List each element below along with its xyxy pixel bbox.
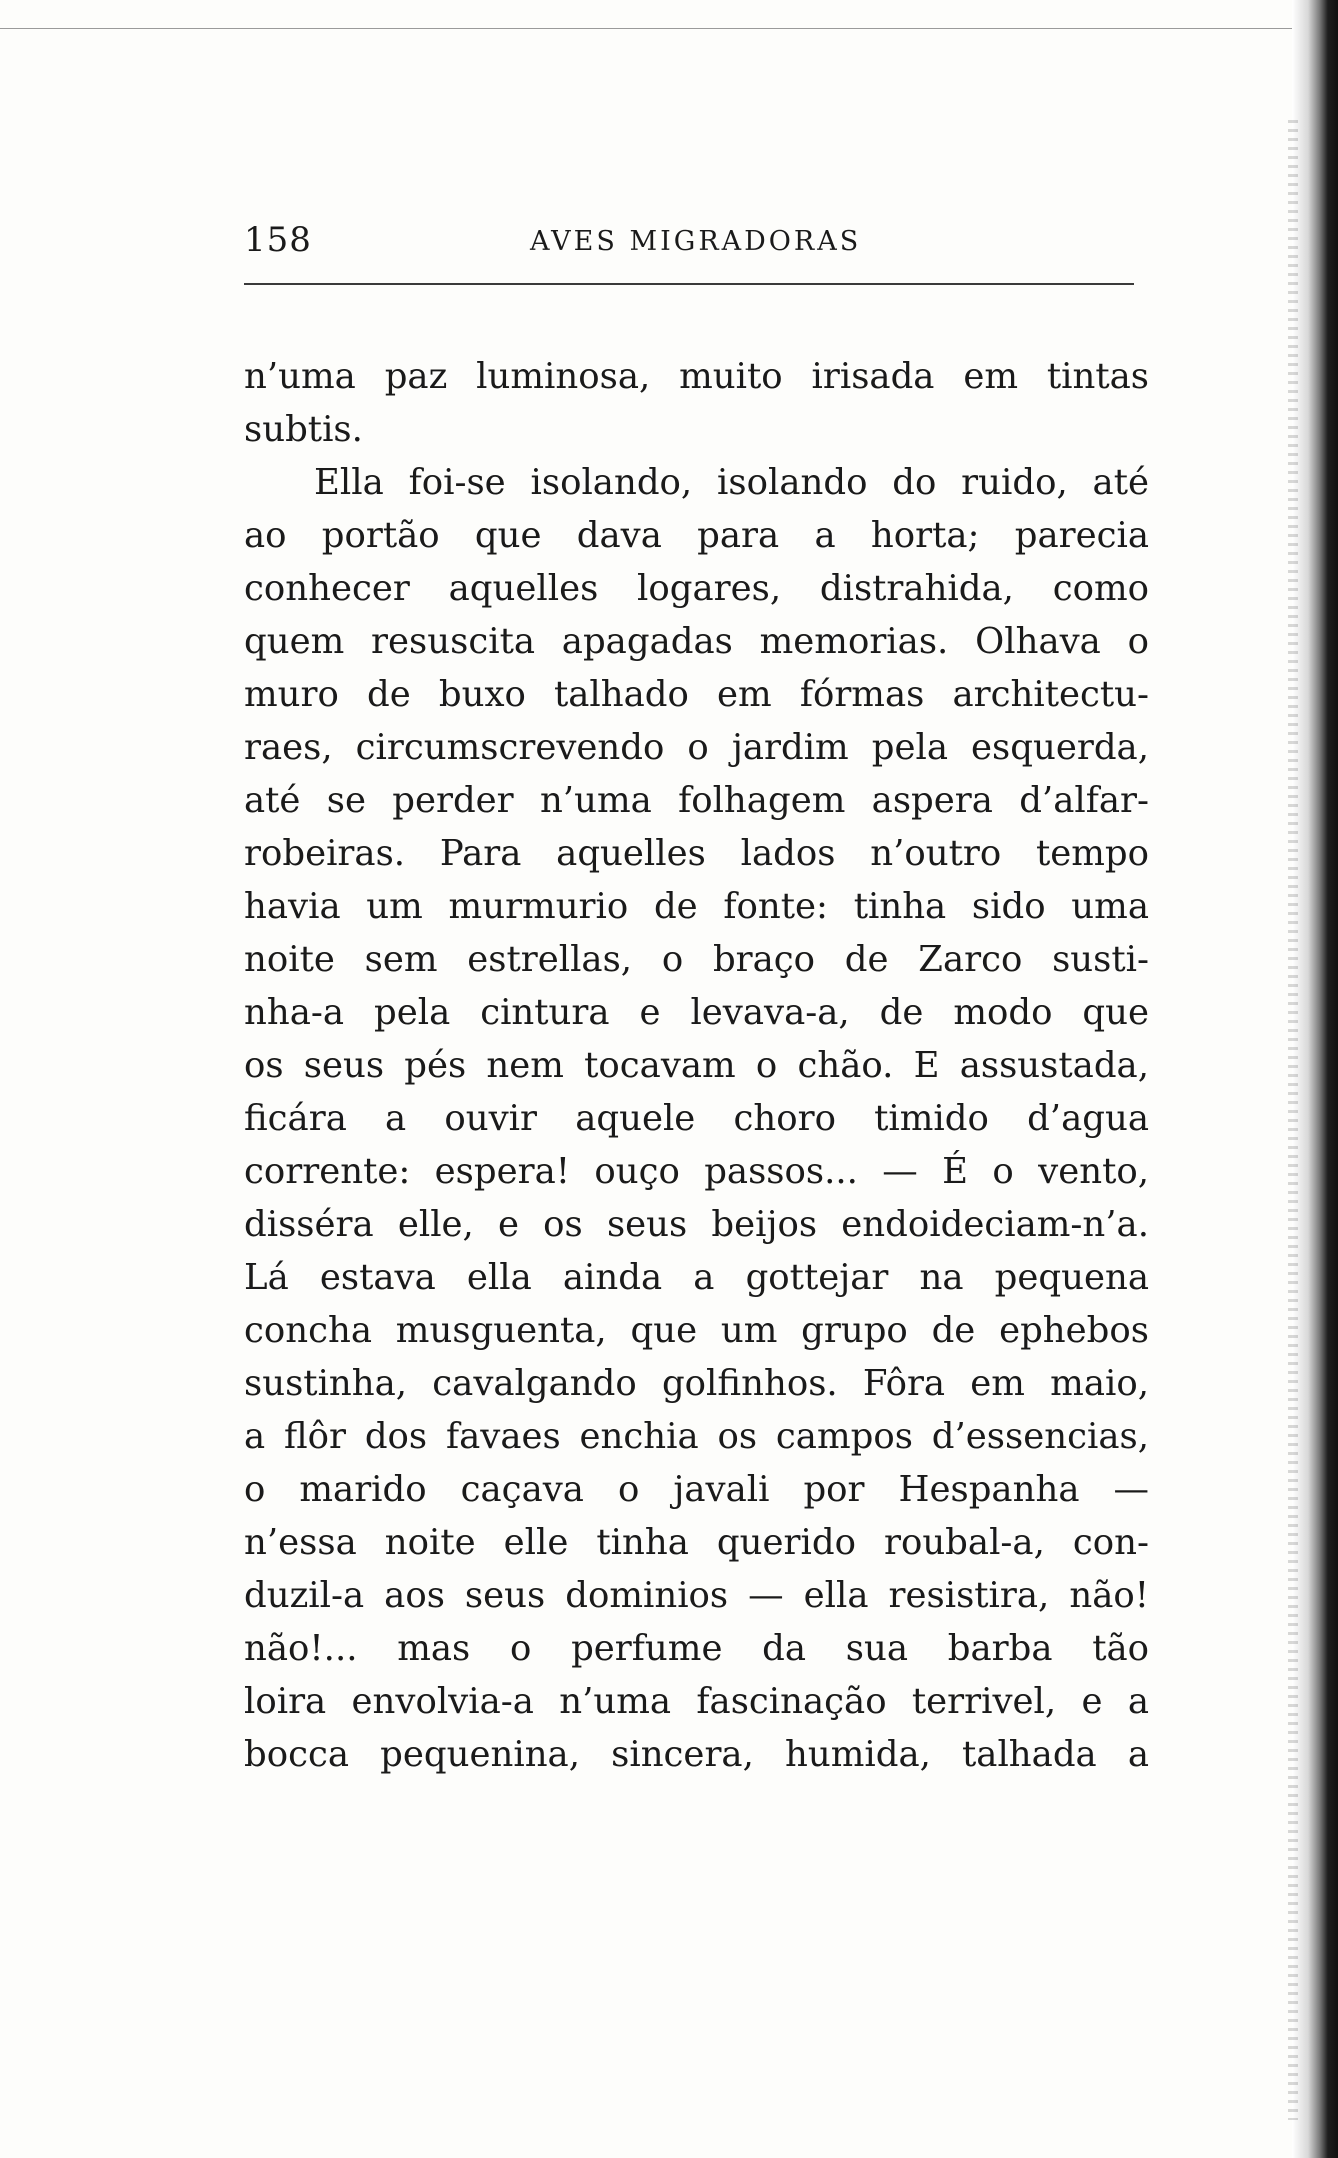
binding-shadow xyxy=(1292,0,1338,2158)
header-rule xyxy=(244,283,1134,285)
text-line: conhecer aquelles logares, distrahida, como xyxy=(244,568,1149,609)
text-line: corrente: espera! ouço passos... — É o vento, xyxy=(244,1151,1149,1192)
text-line: havia um murmurio de fonte: tinha sido uma xyxy=(244,886,1149,927)
text-line: a flôr dos favaes enchia os campos d’essencias, xyxy=(244,1416,1149,1457)
text-line: os seus pés nem tocavam o chão. E assustada, xyxy=(244,1045,1149,1086)
text-line: até se perder n’uma folhagem aspera d’alfar- xyxy=(244,780,1149,821)
page-number: 158 xyxy=(244,220,312,260)
text-line: bocca pequenina, sincera, humida, talhada a xyxy=(244,1734,1149,1775)
text-line: Ella foi-se isolando, isolando do ruido, até xyxy=(314,462,1149,503)
text-line: duzil-a aos seus dominios — ella resistira, não! xyxy=(244,1575,1149,1616)
text-line: não!... mas o perfume da sua barba tão xyxy=(244,1628,1149,1669)
text-line: disséra elle, e os seus beijos endoideciam-n’a. xyxy=(244,1204,1149,1245)
text-line: concha musguenta, que um grupo de ephebos xyxy=(244,1310,1149,1351)
body-text xyxy=(244,350,1149,1781)
text-line: ao portão que dava para a horta; parecia xyxy=(244,515,1149,556)
running-head: AVES MIGRADORAS xyxy=(530,226,862,257)
binding-texture xyxy=(1288,120,1298,2120)
scan-edge-line xyxy=(0,28,1300,29)
page-header xyxy=(244,220,1134,260)
text-line: nha-a pela cintura e levava-a, de modo que xyxy=(244,992,1149,1033)
text-line: n’essa noite elle tinha querido roubal-a, con- xyxy=(244,1522,1149,1563)
text-line: o marido caçava o javali por Hespanha — xyxy=(244,1469,1149,1510)
text-line: loira envolvia-a n’uma fascinação terrivel, e a xyxy=(244,1681,1149,1722)
text-line: ficára a ouvir aquele choro timido d’agua xyxy=(244,1098,1149,1139)
text-line: subtis. xyxy=(244,409,363,450)
text-line: noite sem estrellas, o braço de Zarco susti- xyxy=(244,939,1149,980)
text-line: muro de buxo talhado em fórmas architectu- xyxy=(244,674,1149,715)
text-line: sustinha, cavalgando golfinhos. Fôra em maio, xyxy=(244,1363,1149,1404)
text-line: quem resuscita apagadas memorias. Olhava o xyxy=(244,621,1149,662)
text-line: Lá estava ella ainda a gottejar na pequena xyxy=(244,1257,1149,1298)
text-line: raes, circumscrevendo o jardim pela esquerda, xyxy=(244,727,1149,768)
text-line: n’uma paz luminosa, muito irisada em tintas xyxy=(244,356,1149,397)
text-line: robeiras. Para aquelles lados n’outro tempo xyxy=(244,833,1149,874)
